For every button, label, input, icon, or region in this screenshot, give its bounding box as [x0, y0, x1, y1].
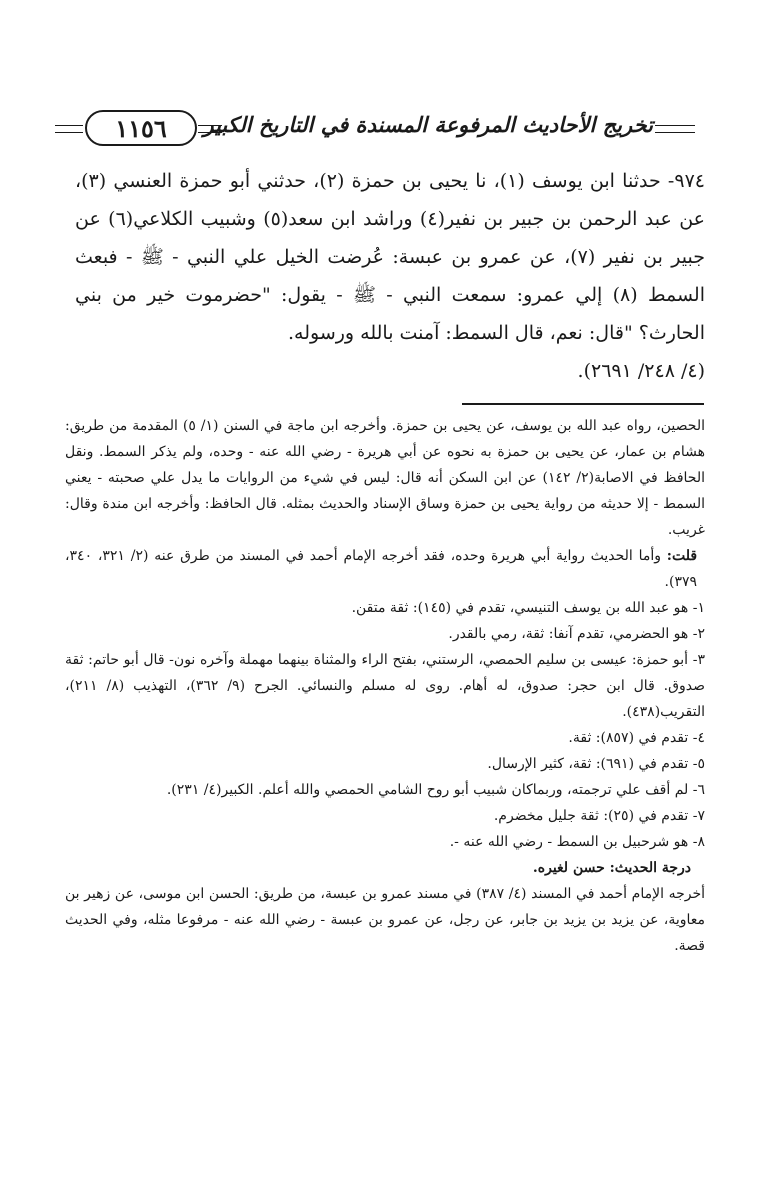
footnote-item: ٤- تقدم في (٨٥٧): ثقة.: [568, 730, 705, 746]
footnotes: [65, 413, 705, 959]
footnote-item: ٨- هو شرحبيل بن السمط - رضي الله عنه -.: [449, 834, 705, 850]
footnote-item: ٣- أبو حمزة: عيسى بن سليم الحمصي، الرستني، بفتح الراء والمثناة بينهما مهملة وآخره نون- قال أبو حاتم: ثقة صدوق. قال ابن حجر: صدوق، له أهام. روى له مسلم والنسائي. الجرح (٩/ ٣٦٢)، التهذيب (٨/ ٢١١)، التقريب(٤٣٨).: [65, 652, 705, 720]
page-header: [55, 108, 695, 148]
hadith-grade: [65, 855, 705, 881]
header-rule-left: [55, 125, 83, 133]
footnote-item: ٢- هو الحضرمي، تقدم آنفا: ثقة، رمي بالقدر.: [448, 626, 705, 642]
qult-label: قلت:: [666, 548, 698, 564]
footnote-divider: [462, 403, 704, 405]
page-number: ١١٥٦: [85, 110, 197, 146]
hadith-text: ٩٧٤- حدثنا ابن يوسف (١)، نا يحيى بن حمزة (٢)، حدثني أبو حمزة العنسي (٣)، عن عبد الرحمن بن جبير بن نفير(٤) وراشد ابن سعد(٥) وشبيب الكلاعي(٦) عن جبير بن نفير (٧)، عن عمرو بن عبسة: عُرضت الخيل علي النبي - ﷺ - فبعث السمط (٨) إلي عمرو: سمعت النبي - ﷺ - يقول: "حضرموت خير من بني الحارث؟ "قال: نعم، قال السمط: آمنت بالله ورسوله.: [75, 170, 705, 344]
qult-text: وأما الحديث رواية أبي هريرة وحده، فقد أخرجه الإمام أحمد في المسند من طرق عنه (٢/ ٣٢١، ٣٤٠، ٣٧٩).: [65, 548, 697, 590]
footnote-item: ٧- تقدم في (٢٥): ثقة جليل مخضرم.: [493, 808, 705, 824]
grade-label: درجة الحديث: حسن لغيره.: [532, 860, 691, 876]
grade-text: أخرجه الإمام أحمد في المسند (٤/ ٣٨٧) في مسند عمرو بن عبسة، من طريق: الحسن ابن موسى، عن زهير بن معاوية، عن يزيد بن يزيد بن جابر، عن رجل، عن عمرو بن عبسة - رضي الله عنه - مرفوعا مثله، وفي الحديث قصة.: [65, 886, 706, 954]
hadith-reference: (٤/ ٢٤٨/ ٢٦٩١).: [577, 360, 705, 382]
footnote-item: ٦- لم أقف علي ترجمته، وربماكان شبيب أبو روح الشامي الحمصي والله أعلم. الكبير(٤/ ٢٣١).: [166, 782, 705, 798]
footnote-item: ٥- تقدم في (٦٩١): ثقة، كثير الإرسال.: [487, 756, 705, 772]
hadith-body: [75, 162, 705, 390]
footnote-intro: الحصين، رواه عبد الله بن يوسف، عن يحيى بن حمزة. وأخرجه ابن ماجة في السنن (١/ ٥) المقدمة من طريق: هشام بن عمار، عن يحيى بن حمزة به نحوه عن أبي هريرة - رضي الله عنه - وحده، ولم يذكر السمط. ونقل الحافظ في الاصابة(٢/ ١٤٢) عن ابن السكن أنه قال: ليس في شيء من الروايات ما يدل علي صحبته - يعني السمط - إلا حديثه من رواية يحيى بن حمزة وساق الإسناد والحديث بمثله. قال الحافظ: وأخرجه ابن مندة وقال: غريب.: [65, 418, 706, 538]
header-rule-right: [655, 125, 695, 133]
footnote-item: ١- هو عبد الله بن يوسف التنيسي، تقدم في (١٤٥): ثقة متقن.: [351, 600, 705, 616]
running-title: تخريج الأحاديث المرفوعة المسندة في التاريخ الكبير: [203, 112, 653, 137]
footnote-qult: [65, 543, 705, 595]
